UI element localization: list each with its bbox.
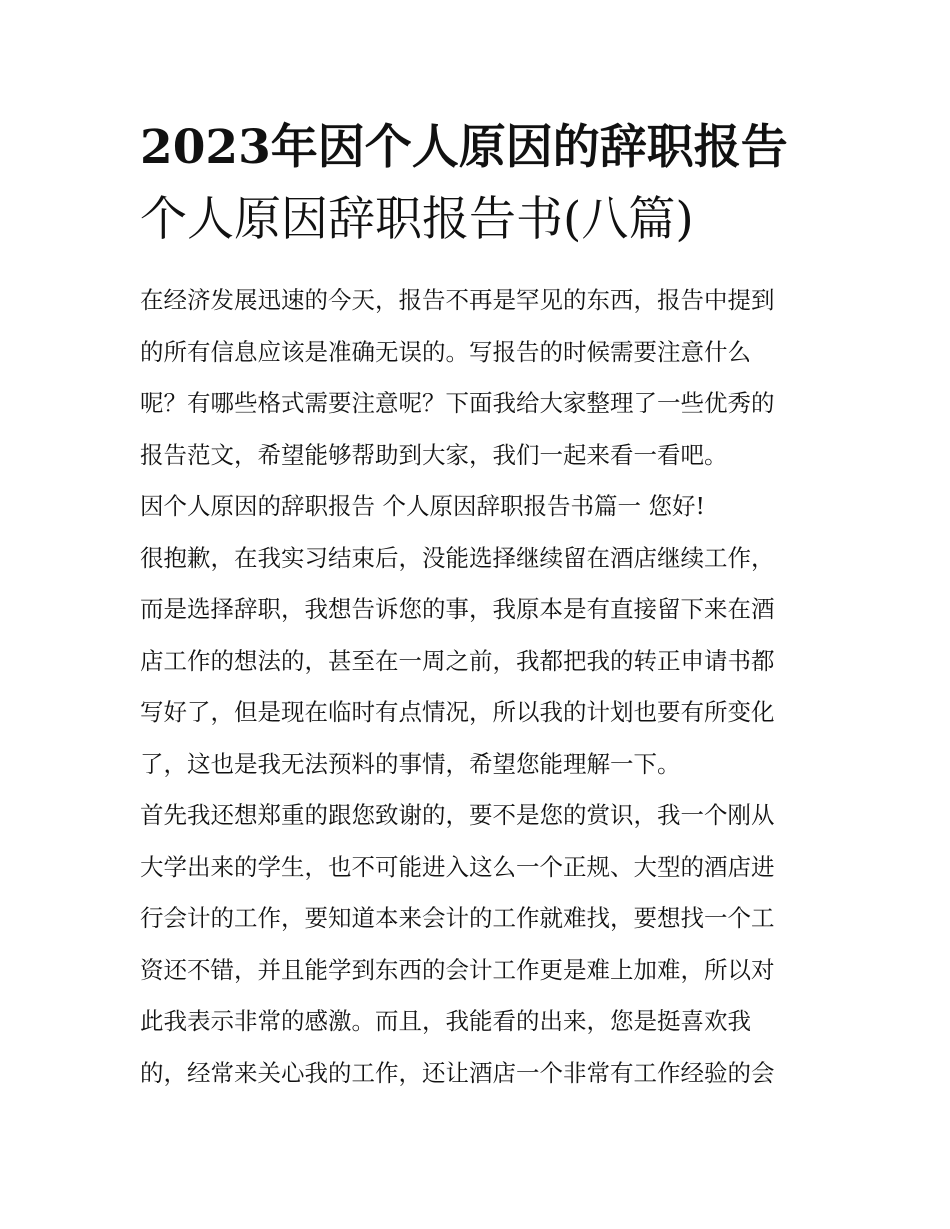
body-line: 很抱歉，在我实习结束后，没能选择继续留在酒店继续工作， xyxy=(140,543,775,572)
title-line-2: 个人原因辞职报告书(八篇) xyxy=(140,192,694,247)
body-line: 首先我还想郑重的跟您致谢的，要不是您的赏识，我一个刚从 xyxy=(140,801,775,829)
body-line: 资还不错，并且能学到东西的会计工作更是难上加难，所以对 xyxy=(140,955,775,984)
body-line: 了，这也是我无法预料的事情，希望您能理解一下。 xyxy=(140,749,681,778)
document-title xyxy=(140,112,820,256)
body-line: 行会计的工作，要知道本来会计的工作就难找，要想找一个工 xyxy=(140,904,775,932)
body-line: 店工作的想法的，甚至在一周之前，我都把我的转正申请书都 xyxy=(140,646,775,675)
body-line: 呢？有哪些格式需要注意呢？下面我给大家整理了一些优秀的 xyxy=(140,389,775,417)
body-line: 的，经常来关心我的工作，还让酒店一个非常有工作经验的会 xyxy=(140,1058,775,1087)
body-line: 大学出来的学生，也不可能进入这么一个正规、大型的酒店进 xyxy=(140,852,775,881)
title-line-1: 2023年因个人原因的辞职报告 xyxy=(140,120,788,175)
body-line: 而是选择辞职，我想告诉您的事，我原本是有直接留下来在酒 xyxy=(140,595,775,623)
section-heading-line: 因个人原因的辞职报告 个人原因辞职报告书篇一 您好! xyxy=(140,492,705,520)
body-line: 报告范文，希望能够帮助到大家，我们一起来看一看吧。 xyxy=(140,440,728,469)
body-line: 此我表示非常的感激。而且，我能看的出来，您是挺喜欢我 xyxy=(140,1007,751,1035)
body-line: 的所有信息应该是准确无误的。写报告的时候需要注意什么 xyxy=(140,337,751,366)
body-line: 在经济发展迅速的今天，报告不再是罕见的东西，报告中提到 xyxy=(140,286,775,314)
body-line: 写好了，但是现在临时有点情况，所以我的计划也要有所变化 xyxy=(140,698,775,726)
document-body xyxy=(140,280,820,1094)
